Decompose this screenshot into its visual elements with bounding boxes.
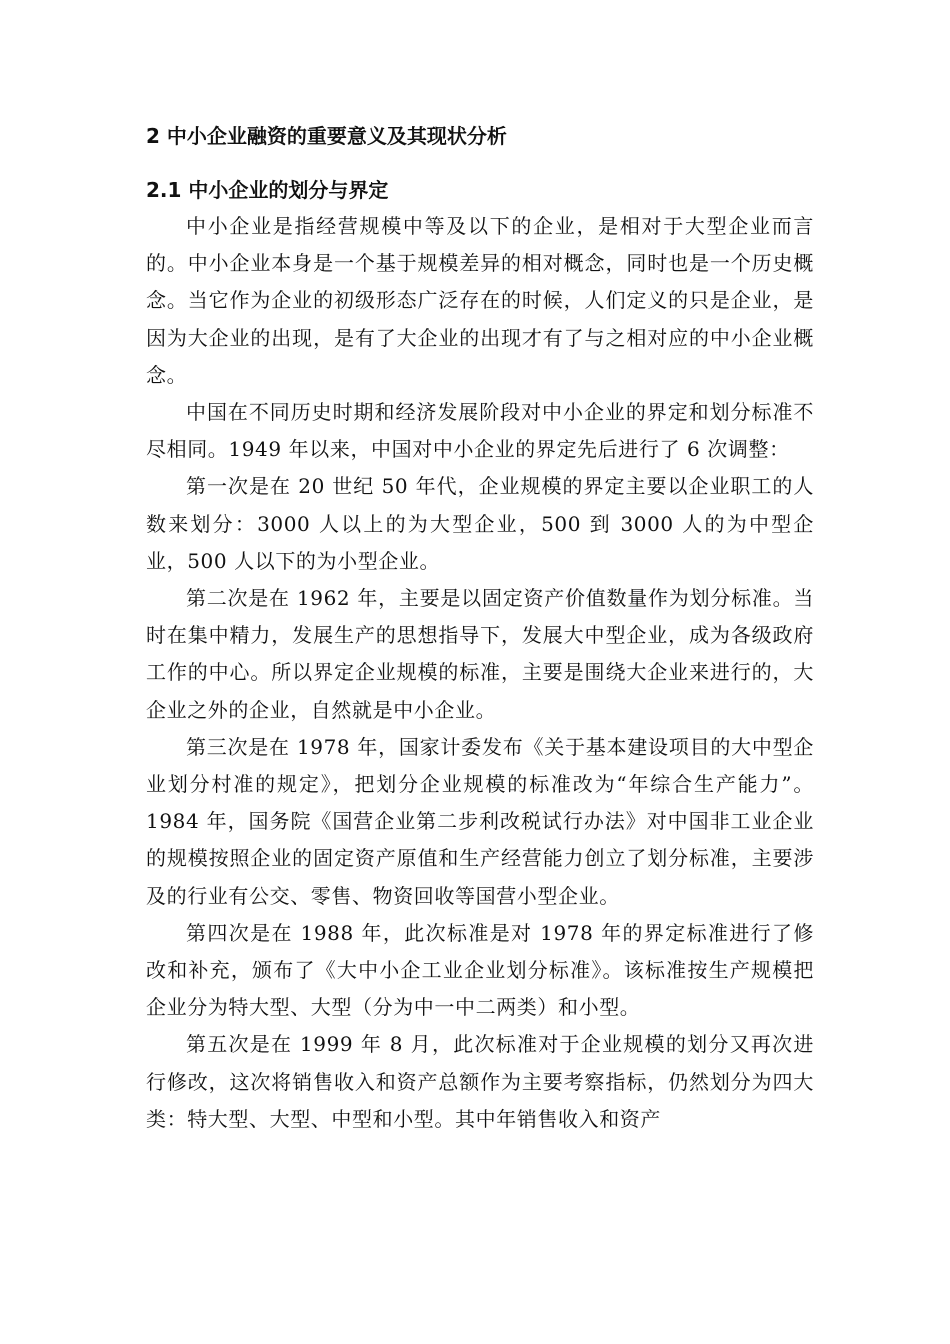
subsection-heading: 2.1 中小企业的划分与界定 [146, 178, 389, 202]
paragraph-definition: 中小企业是指经营规模中等及以下的企业，是相对于大型企业而言的。中小企业本身是一个基于规模差异的相对概念，同时也是一个历史概念。当它作为企业的初级形态广泛存在的时候，人们定义的只是企业，是因为大企业的出现，是有了大企业的出现才有了与之相对应的中小企业概念。 [146, 214, 814, 387]
paragraph-second-adjustment: 第二次是在 1962 年，主要是以固定资产价值数量作为划分标准。当时在集中精力，发展生产的思想指导下，发展大中型企业，成为各级政府工作的中心。所以界定企业规模的标准，主要是围绕大企业来进行的，大企业之外的企业，自然就是中小企业。 [146, 586, 814, 722]
paragraph-adjustments-intro: 中国在不同历史时期和经济发展阶段对中小企业的界定和划分标准不尽相同。1949 年以来，中国对中小企业的界定先后进行了 6 次调整： [146, 400, 814, 462]
paragraph-third-adjustment: 第三次是在 1978 年，国家计委发布《关于基本建设项目的大中型企业划分村准的规定》，把划分企业规模的标准改为“年综合生产能力”。1984 年，国务院《国营企业第二步利改税试行办法》对中国非工业企业的规模按照企业的固定资产原值和生产经营能力创立了划分标准，主要涉及的行业有公交、零售、物资回收等国营小型企业。 [146, 734, 814, 908]
paragraph-fourth-adjustment: 第四次是在 1988 年，此次标准是对 1978 年的界定标准进行了修改和补充，颁布了《大中小企工业企业划分标准》。该标准按生产规模把企业分为特大型、大型（分为中一中二两类）和小型。 [146, 920, 814, 1020]
document-body [146, 118, 814, 1138]
section-heading: 2 中小企业融资的重要意义及其现状分析 [146, 124, 507, 148]
paragraph-fifth-adjustment: 第五次是在 1999 年 8 月，此次标准对于企业规模的划分又再次进行修改，这次将销售收入和资产总额作为主要考察指标，仍然划分为四大类：特大型、大型、中型和小型。其中年销售收入和资产 [146, 1032, 814, 1131]
paragraph-first-adjustment: 第一次是在 20 世纪 50 年代，企业规模的界定主要以企业职工的人数来划分：3000 人以上的为大型企业，500 到 3000 人的为中型企业，500 人以下的为小型企业。 [146, 474, 814, 573]
